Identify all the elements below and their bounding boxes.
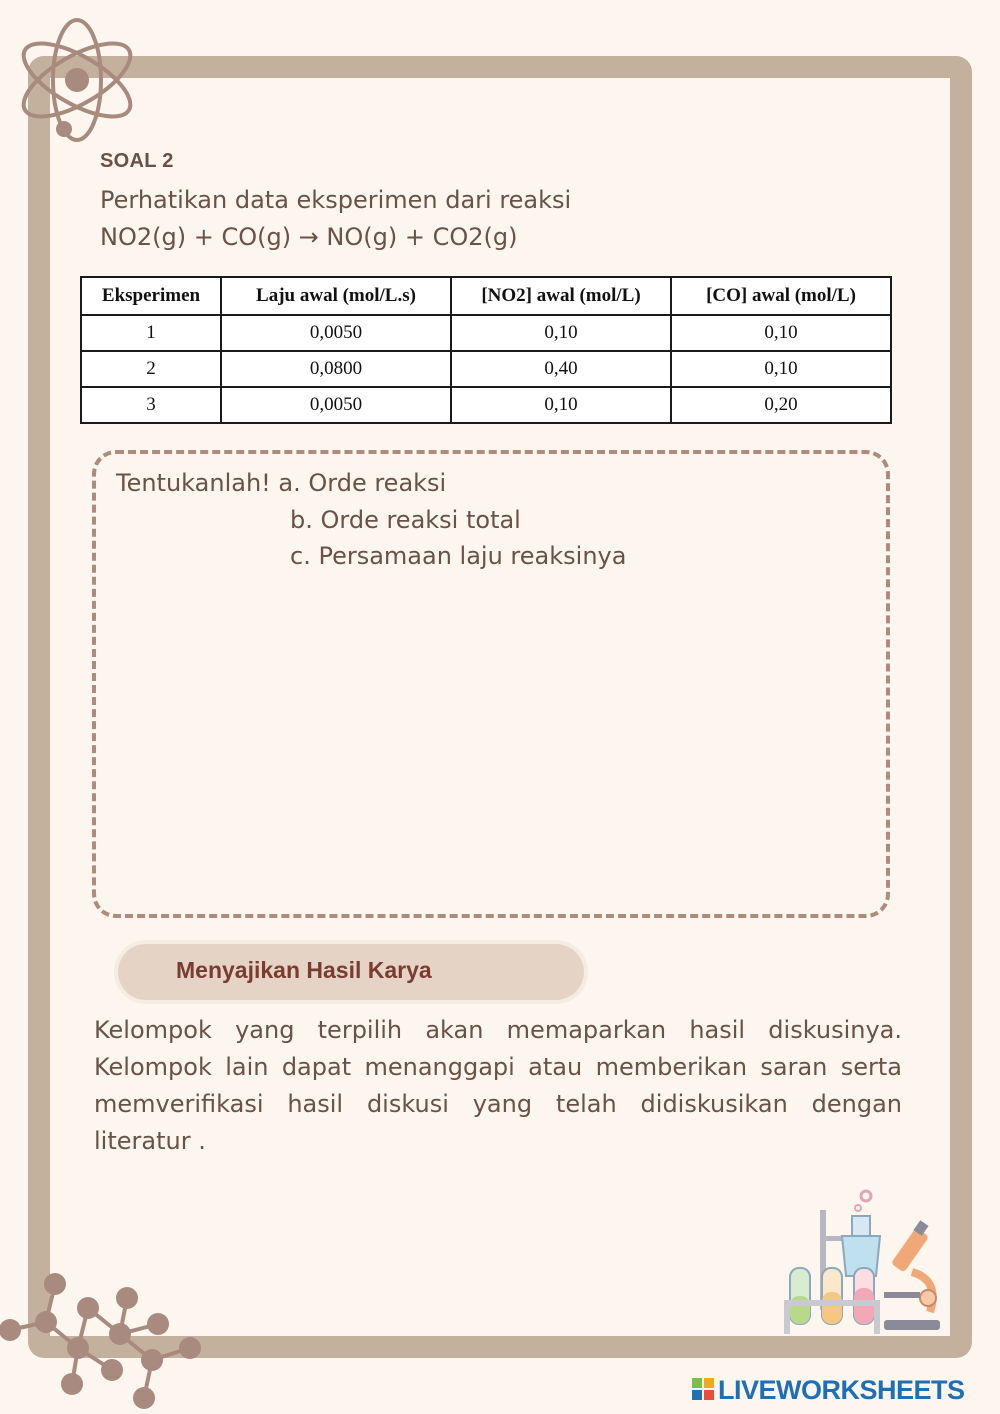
lab-equipment-icon	[780, 1188, 945, 1336]
table-header: [NO2] awal (mol/L)	[451, 277, 671, 315]
table-cell: 0,10	[671, 315, 891, 351]
table-row	[81, 387, 891, 423]
table-cell: 0,20	[671, 387, 891, 423]
table-cell: 0,10	[451, 387, 671, 423]
table-header: Eksperimen	[81, 277, 221, 315]
question-number: SOAL 2	[100, 150, 174, 172]
experiment-table-wrapper	[80, 276, 892, 422]
table-cell: 0,10	[671, 351, 891, 387]
task-line-a: Tentukanlah! a. Orde reaksi	[116, 469, 447, 497]
table-cell: 2	[81, 351, 221, 387]
task-line-b: b. Orde reaksi total	[290, 506, 521, 534]
liveworksheets-brand	[692, 1374, 965, 1406]
section-title: Menyajikan Hasil Karya	[176, 957, 432, 983]
table-row	[81, 315, 891, 351]
table-cell: 0,0050	[221, 315, 451, 351]
table-cell: 0,0050	[221, 387, 451, 423]
molecule-icon	[0, 1270, 215, 1414]
table-cell: 0,0800	[221, 351, 451, 387]
table-header: [CO] awal (mol/L)	[671, 277, 891, 315]
table-header: Laju awal (mol/L.s)	[221, 277, 451, 315]
question-text: Perhatikan data eksperimen dari reaksi	[100, 186, 572, 214]
section-heading-pill	[118, 944, 584, 1000]
atom-icon	[12, 18, 142, 142]
table-row	[81, 351, 891, 387]
reaction-equation: NO2(g) + CO(g) → NO(g) + CO2(g)	[100, 223, 518, 251]
task-line-c: c. Persamaan laju reaksinya	[290, 542, 627, 570]
section-paragraph: Kelompok yang terpilih akan memaparkan hasil diskusinya. Kelompok lain dapat menanggapi atau memberikan saran serta memverifikasi hasil diskusi yang telah didiskusikan dengan literatur .	[94, 1016, 902, 1155]
question-intro	[100, 182, 571, 256]
liveworksheets-logo-icon	[692, 1378, 714, 1402]
table-header-row	[81, 277, 891, 315]
table-cell: 1	[81, 315, 221, 351]
experiment-table	[80, 276, 892, 424]
table-cell: 0,40	[451, 351, 671, 387]
table-cell: 0,10	[451, 315, 671, 351]
table-cell: 3	[81, 387, 221, 423]
liveworksheets-wordmark: LIVEWORKSHEETS	[718, 1374, 965, 1405]
